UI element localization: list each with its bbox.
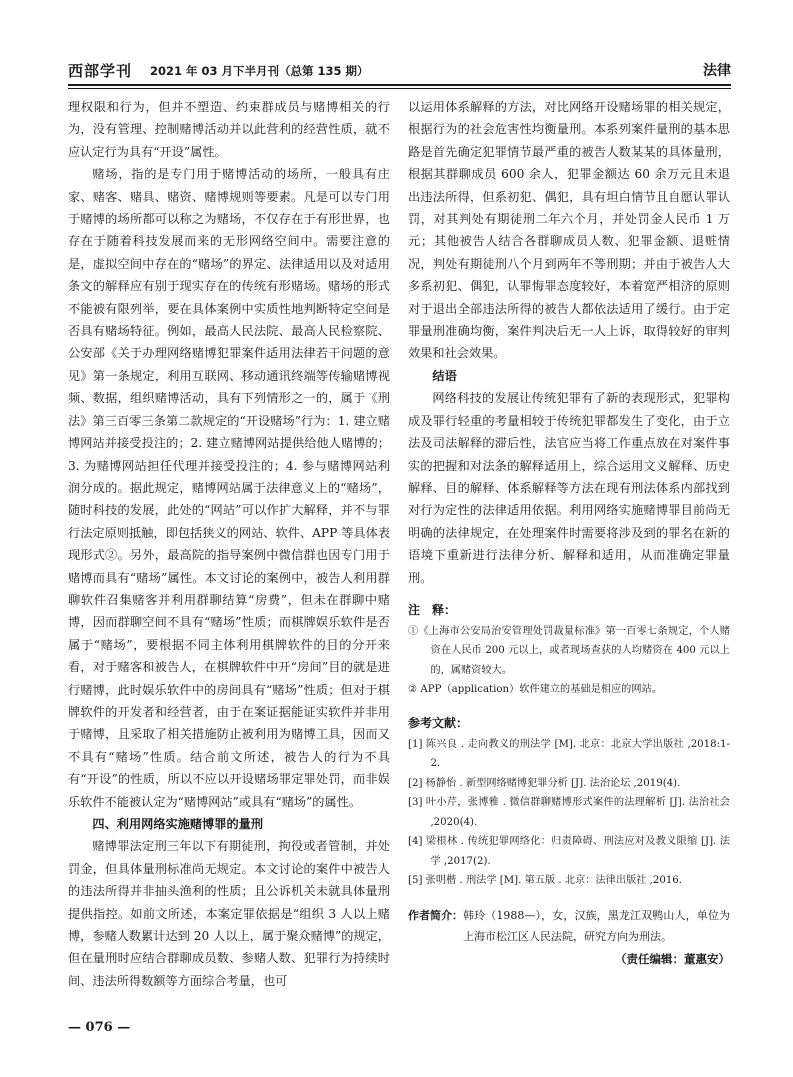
issue-info: 2021 年 03 月下半月刊（总第 135 期） — [150, 64, 369, 78]
reference-item: [1] 陈兴良 . 走向教义的刑法学 [M]. 北京：北京大学出版社 ,2018:1-2. — [408, 738, 730, 770]
conclusion-heading: 结语 — [432, 368, 457, 383]
reference-item: [5] 张明楷 . 刑法学 [M]. 第五版 . 北京：法律出版社 ,2016. — [408, 875, 683, 887]
editor-credit: （责任编辑：董惠安） — [615, 951, 730, 966]
reference-item: [3] 叶小芹，张博雅 . 微信群聊赌博形式案件的法理解析 [J]. 法治社会 ,2020(4). — [408, 797, 730, 828]
header-rule — [68, 84, 731, 86]
paragraph: 赌博罪法定刑三年以下有期徒刑，拘役或者管制，并处罚金，但具体量刑标准尚无规定。本文讨论的案件中被告人的违法所得并非抽头渔利的性质；且公诉机关未就具体量刑提供指控。如前文所述，本案定罪依据是“组织 3 人以上赌博，参赌人数累计达到 20 人以上，属于聚众赌博”的规定，但在量刑时应结合群聊成员数、参赌人数、犯罪行为持续时间、违法所得数额等方面综合考量，也可 — [68, 839, 390, 988]
notes-heading: 注 释： — [408, 602, 457, 617]
author-text: 韩玲（1988—），女，汉族，黑龙江双鸭山人，单位为上海市松江区人民法院，研究方向为刑法。 — [463, 908, 730, 943]
paragraph: 以运用体系解释的方法，对比网络开设赌场罪的相关规定，根据行为的社会危害性均衡量刑。本系列案件量刑的基本思路是首先确定犯罪情节最严重的被告人数某某的具体量刑，根据其群聊成员 600 余人，犯罪金额达 60 余万元且未退出违法所得，但系初犯、偶犯，具有坦白情节且自愿认罪认罚，对其判处有期徒刑二年六个月，并处罚金人民币 1 万元；其他被告人结合各群聊成员人数、犯罪金额、退赃情况，判处有期徒刑八个月到两年不等刑期；并由于被告人大多系初犯、偶犯，认罪悔罪态度较好，本着宽严相济的原则对于退出全部违法所得的被告人都依法适用了缓行。由于定罪量刑准确均衡，案件判决后无一人上诉，取得较好的审判效果和社会效果。 — [408, 100, 730, 361]
page-number: — 076 — — [68, 1020, 131, 1035]
journal-logo: 西部学刊 — [68, 62, 133, 80]
author-label: 作者简介： — [408, 908, 463, 922]
paragraph: 理权限和行为，但并不塑造、约束群成员与赌博相关的行为，没有管理、控制赌博活动并以此营利的经营性质，就不应认定行为具有“开设”属性。 — [68, 100, 390, 159]
left-column — [68, 96, 390, 992]
header-rule-thin — [68, 88, 731, 89]
reference-item: [2] 杨静怡 . 新型网络赌博犯罪分析 [J]. 法治论坛 ,2019(4). — [408, 777, 681, 789]
footnote: ② APP（application）软件建立的基础是相应的网站。 — [408, 684, 662, 696]
section-heading: 四、利用网络实施赌博罪的量刑 — [92, 817, 264, 831]
section-label: 法律 — [703, 63, 731, 79]
paragraph: 网络科技的发展让传统犯罪有了新的表现形式，犯罪构成及罪行轻重的考量相较于传统犯罪都发生了变化，由于立法及司法解释的滞后性，法官应当将工作重点放在对案件事实的把握和对法条的解释适用上，综合运用文义解释、历史解释、目的解释、体系解释等方法在现有刑法体系内部找到对行为定性的法律适用依据。利用网络实施赌博罪目前尚无明确的法律规定，在处理案件时需要将涉及到的罪名在新的语境下重新进行法律分析、解释和适用，从而准确定罪量刑。 — [408, 391, 730, 585]
footnote: ①《上海市公安局治安管理处罚裁量标准》第一百零七条规定，个人赌资在人民币 200 元以上，或者现场查获的人均赌资在 400 元以上的，属赌资较大。 — [408, 625, 730, 676]
reference-item: [4] 梁根林 . 传统犯罪网络化：归责障碍、刑法应对及教义限缩 [J]. 法学 ,2017(2). — [408, 836, 730, 867]
right-column — [408, 96, 730, 967]
page-header — [68, 58, 731, 82]
author-bio — [408, 905, 730, 947]
references-heading: 参考文献： — [408, 715, 469, 730]
paragraph: 赌场，指的是专门用于赌博活动的场所，一般具有庄家、赌客、赌具、赌资、赌博规则等要素。凡是可以专门用于赌博的场所都可以称之为赌场，不仅存在于有形世界，也存在于随着科技发展而来的无形网络空间中。需要注意的是，虚拟空间中存在的“赌场”的界定、法律适用以及对适用条文的解释应有别于现实存在的传统有形赌场。赌场的形式不能被有限列举，要在具体案例中实质性地判断特定空间是否具有赌场特征。例如，最高人民法院、最高人民检察院、公安部《关于办理网络赌博犯罪案件适用法律若干问题的意见》第一条规定，利用互联网、移动通讯终端等传输赌博视频、数据，组织赌博活动，具有下列情形之一的，属于《刑法》第三百零三条第二款规定的“开设赌场”行为：1. 建立赌博网站并接受投注的；2. 建立赌博网站提供给他人赌博的；3. 为赌博网站担任代理并接受投注的；4. 参与赌博网站利润分成的。据此规定，赌博网站属于法律意义上的“赌场”，随时科技的发展，此处的“网站”可以作扩大解释，并不与罪行法定原则抵触，即包括狭义的网站、软件、APP 等具体表现形式②。另外，最高院的指导案例中微信群也因专门用于赌博而具有“赌场”属性。本文讨论的案例中，被告人利用群聊软件召集赌客并利用群聊结算“房费”，但未在群聊中赌博，因而群聊空间不具有“赌场”性质；而棋牌娱乐软件是否属于“赌场”，要根据不同主体利用棋牌软件的目的分开来看，对于赌客和被告人，在棋牌软件中开“房间”目的就是进行赌博，此时娱乐软件中的房间具有“赌场”性质；但对于棋牌软件的开发者和经营者，由于在案证据能证实软件并非用于赌博，且采取了相关措施防止被利用为赌博工具，因而又不具有“赌场”性质。结合前文所述，被告人的行为不具有“开设”的性质，所以不应以开设赌场罪定罪处罚，而非娱乐软件不能被认定为“赌博网站”或具有“赌场”的属性。 — [68, 167, 390, 809]
